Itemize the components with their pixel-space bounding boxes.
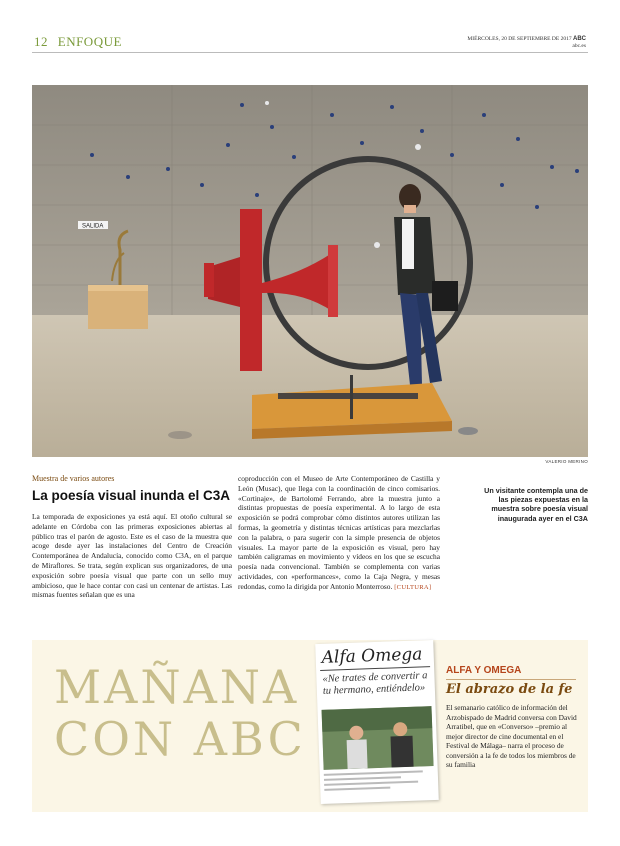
- brand-name: ABC: [573, 36, 586, 42]
- promo-line-1: MAÑANA: [54, 660, 300, 714]
- article-column-2: [238, 474, 440, 593]
- issue-date: MIÉRCOLES, 20 DE SEPTIEMBRE DE 2017: [467, 36, 572, 42]
- promo-line-2: CON ABC: [54, 712, 306, 766]
- magazine-title: Alfa Omega: [321, 644, 423, 668]
- promo-divider: [446, 679, 576, 680]
- promo-text: El semanario católico de información del Arzobispado de Madrid conversa con David Arratibel, que en «Converso» –premio al mejor director de cine documental en el Festival de Málaga– narra el proceso de conversión a la fe de todos los miembros de su familia: [446, 703, 577, 769]
- page-header-section: [34, 34, 122, 50]
- article-kicker: Muestra de varios autores: [32, 474, 115, 483]
- article-column-1: La temporada de exposiciones ya está aquí. El otoño cultural se adelante en Córdoba con las primeras exposiciones abiertas al público tras el parón de agosto. Este es el caso de la muestra que acoge desde ayer las instalaciones del Centro de Creación Contemporánea de Andalucía, conocido como C3A, en el parque de Miraflores. Se trata, según explican sus organizadores, de una exposición sobre poesía visual que parte con un sello muy ambicioso, que le hace contar con casi un centenar de artistas. Las mismas fuentes señalan que es una: [32, 512, 232, 600]
- site-name: abc.es: [572, 43, 586, 49]
- section-name: ENFOQUE: [57, 34, 122, 49]
- magazine-text-lines: [324, 770, 435, 794]
- promo-kicker: ALFA Y OMEGA: [446, 665, 522, 676]
- exit-sign-text: SALIDA: [82, 223, 104, 230]
- photo-caption: Un visitante contempla una de las piezas expuestas en la muestra sobre poesía visual inaugurada ayer en el C3A: [484, 486, 588, 523]
- magazine-photo-illustration: [322, 706, 434, 770]
- section-tag: [CULTURA]: [394, 583, 432, 591]
- photo-credit: VALERIO MERINO: [545, 459, 588, 464]
- page-header-date: [467, 36, 586, 50]
- article-headline: La poesía visual inunda el C3A: [32, 488, 231, 503]
- magazine-photo: [322, 706, 434, 770]
- gallery-photo: [32, 85, 588, 457]
- magazine-headline: «Ne trates de convertir a tu hermano, entiéndelo»: [322, 670, 428, 697]
- magazine-cover: [315, 640, 439, 804]
- gallery-illustration: [32, 85, 588, 457]
- article-column-2-text: coproducción con el Museo de Arte Contemporáneo de Castilla y León (Musac), que llega con la coordinación de cinco comisarios. «Cortinaje», de Bartolomé Ferrando, abre la muestra junto a distintas propuestas de poesía experimental. A lo largo de esta exposición se podrá comprobar cómo distintos autores utilizan las formas, la geometría y distintas técnicas artísticas para mezclarlas con la palabra, o para sugerir con la simple presencia de objetos visuales. La mayor parte de la exposición es visual, pero hay también caligramas en movimiento y vídeos en los que se escucha poesía nada convencional. También se complementa con varias actividades, con «performances», como la Caja Negra, y mesas redondas, como la dirigida por Antonio Monterroso.: [238, 474, 440, 591]
- page-number: 12: [34, 34, 48, 49]
- header-divider: [32, 52, 588, 53]
- promo-title: El abrazo de la fe: [446, 682, 573, 697]
